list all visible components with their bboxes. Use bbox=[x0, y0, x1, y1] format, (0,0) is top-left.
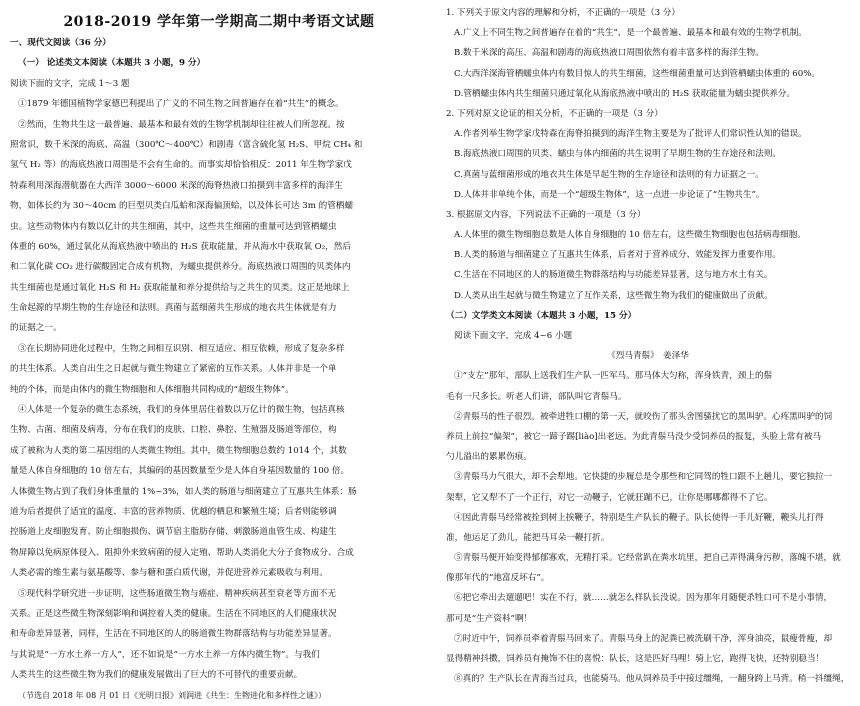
passage-line: 人类共生的这些微生物为我们的健康发展做出了巨大的不可替代的重要贡献。 bbox=[10, 670, 303, 681]
question-line: 那可是“生产资料”啊！ bbox=[446, 613, 533, 624]
question-line: ④因此青鬃马经常被拴到树上挨鞭子，特别是生产队长的鞭子。队长使得一手儿好鞭，鞭头儿打得 bbox=[454, 512, 824, 523]
subsection-heading: （一） 论述类文本阅读（本题共 3 小题，9 分） bbox=[18, 58, 206, 69]
instruction-text: 阅读下面的文字，完成 1～3 题 bbox=[10, 78, 130, 89]
passage-line: ④人体是一个复杂的微生态系统，我们的身体里居住着数以万亿计的微生物，包括真核 bbox=[18, 405, 345, 416]
passage-line: 的证据之一。 bbox=[10, 323, 62, 334]
source-citation: （节选自 2018 年 08 月 01 日《光明日报》刘润进《共生：生物进化和多样性之谜》） bbox=[18, 690, 326, 700]
questions-text bbox=[446, 3, 850, 689]
question-line: 3. 根据原文内容，下列说法不正确的一项是（3 分） bbox=[446, 209, 646, 220]
passage-line: 关系。正是这些微生物深刻影响和调控着人类的健康。生活在不同地区的人们健康状况 bbox=[10, 608, 337, 619]
question-line: ①“支左”那年，部队上送我们生产队一匹军马。那马体大匀称，浑身铁青，颈上的鬃 bbox=[454, 371, 773, 382]
question-line: 显得精神抖擞，饲养员有掩饰不住的喜悦：队长，这是匹好马哩！骑上它，跑得飞快，还特别稳当！ bbox=[446, 654, 825, 664]
passage-line: 和寿命差异显著，同样，生活在不同地区的人的肠道微生物群落结构与功能差异显著。 bbox=[10, 629, 337, 640]
passage-line: ②然而，生物共生这一最普遍、最基本和最有效的生物学机制却往往被人们所忽视。按 bbox=[18, 119, 345, 130]
question-line: C.真菌与蓝细菌形成的地衣共生体是早起生物的生存途径和法则的有力证据之一。 bbox=[454, 169, 764, 180]
question-line: 养员上前拉“偏架”，被它一蹄子踢[liào]出老远。为此青鬃马没少受饲养员的报复，头脸上常有被马 bbox=[446, 431, 822, 442]
passage-line: 虫。这些动物体内有数以亿计的共生细菌，其中，这些共生细菌的重量可达到管栖蠕虫 bbox=[10, 221, 337, 232]
section-heading: 一、现代文阅读（36 分） bbox=[10, 38, 111, 48]
question-line: ⑦时近中午，饲养员牵着青鬃马回来了。青鬃马身上的泥粪已被洗刷干净，浑身油亮，鼠瘦骨瘦，却 bbox=[454, 633, 833, 644]
question-line: D.人类从出生起就与微生物建立了互作关系，这些微生物为我们的健康做出了贡献。 bbox=[454, 290, 773, 301]
passage-line: ①1879 年德国植物学家德巴利提出了广义的不同生物之间普遍存在着“共生”的概念。 bbox=[18, 99, 344, 110]
question-line: A.作者列举生物学家戊特森在海脊拍摄到的海洋生物主要是为了批评人们常识性认知的错误。 bbox=[454, 129, 807, 140]
passage-text bbox=[10, 94, 428, 685]
question-line: （二）文学类文本阅读（本题共 3 小题，15 分） bbox=[446, 310, 637, 321]
passage-line: ③在长期协同进化过程中，生物之间相互识别、相互适应、相互依赖，形成了复杂多样 bbox=[18, 343, 345, 354]
left-column bbox=[10, 0, 428, 706]
question-line: D.人体并非单纯个体，而是一个“超级生物体”，这一点进一步论证了“生物共生”。 bbox=[454, 189, 765, 200]
question-line: B.数千米深的高压、高温和剧毒的海底热液口周围依然有着丰富多样的海洋生物。 bbox=[454, 48, 764, 59]
question-line: ③青鬃马力气很大，却不会犁地。它快捷的步履总是令那些和它同驾的牲口跟不上趟儿，要它独拉一 bbox=[454, 472, 833, 483]
passage-line: 共生细菌也是通过氧化 H₂S 和 H₂ 获取能量和养分提供给与之共生的贝类。这正是地球上 bbox=[10, 282, 350, 293]
question-line: C.大西洋深海管栖蠕虫体内有数目惊人的共生细菌，这些细菌重量可达到管栖蠕虫体重的 60%。 bbox=[454, 68, 820, 79]
passage-line: 生命起源的早期生物的生存途径和法则。真菌与蓝细菌共生形成的地衣共生体就是有力 bbox=[10, 303, 337, 314]
question-line: 阅读下面文字，完成 4~6 小题 bbox=[454, 331, 573, 341]
question-line: 勺儿溢出的累累伤痕。 bbox=[446, 452, 532, 463]
passage-line: 道为后者提供了适宜的温度、丰富的营养物质、优越的栖息和繁殖生境；后者则能够调 bbox=[10, 506, 337, 517]
passage-line: 与其说是“一方水土养一方人”，还不如说是“一方水土养一方体内微生物”。与我们 bbox=[10, 649, 320, 660]
question-line: 架犁，它又犁不了一个正行，对它一动鞭子，它就狂蹦不已，让你是哪哪都得不了它。 bbox=[446, 492, 773, 503]
passage-line: 物，如体长约为 30～40cm 的巨型贝类白瓜蛤和深海偏顶蛤，以及体长可达 3m 的管栖蠕 bbox=[10, 201, 353, 212]
question-line: B.人类的肠道与细菌建立了互惠共生体系，后者对于营养成分、效能发挥力重要作用。 bbox=[454, 250, 782, 261]
passage-line: 纯的个体，而是由体内的微生物细胞和人体细胞共同构成的“超级生物体”。 bbox=[10, 384, 294, 395]
question-line: 准，他运足了劲儿，能把马耳朵一鞭打折。 bbox=[446, 532, 610, 543]
passage-line: 控肠道上皮细胞发育、防止细胞损伤、调节宿主脂肪存储、刺激肠道血管生成、构建生 bbox=[10, 527, 337, 538]
question-line: ②青鬃马的性子很烈。被牵进牲口棚的第一天，就咬伤了那头舍图骚扰它的黑叫驴。心疼黑叫驴的饲 bbox=[454, 411, 833, 422]
passage-line: 体重的 60%，通过氧化从海底热液中喷出的 H₂S 获取能量，并从海水中获取氧 O₂，然后 bbox=[10, 241, 351, 252]
question-line: B.海底热液口周围的贝类、蠕虫与体内细菌的共生说明了早期生物的生存途径和法则。 bbox=[454, 149, 782, 160]
passage-line: 物屏障以免病原体侵入、阻抑外来致病菌的侵入定殖、帮助人类消化大分子食物成分、合成 bbox=[10, 547, 354, 558]
passage-line: 和二氧化碳 CO₂ 进行碳酸固定合成有机物，为蠕虫提供养分。海底热液口周围的贝类体内 bbox=[10, 262, 351, 273]
passage-line: 的共生体系。人类自出生之日起就与微生物建立了紧密的互作关系。人体并非是一个单 bbox=[10, 364, 337, 375]
passage-line: 人类必需的维生素与氨基酸等、参与糖和蛋白质代谢，并促进营养元素吸收与利用。 bbox=[10, 568, 328, 579]
passage-line: 生物、古菌、细菌及病毒，分布在我们的皮肤、口腔、鼻腔、生殖器及肠道等部位，构 bbox=[10, 425, 337, 436]
question-line: A.广义上不同生物之间普遍存在着的“共生”，是一个最普遍、最基本和最有效的生物学机制。 bbox=[454, 28, 807, 39]
passage-line: 特森利用深海潜航器在大西洋 3000～6000 米深的海脊热液口拍摄到丰富多样的海洋生 bbox=[10, 180, 343, 191]
question-line: 毛有一尺多长。听老人们讲，部队叫它青鬃马。 bbox=[446, 391, 627, 402]
passage-line: 量是人体自身细胞的 10 倍左右，其编码的基因数量至少是人体自身基因数量的 100 倍。 bbox=[10, 466, 350, 477]
question-line: 像那年代的“地富反坏右”。 bbox=[446, 573, 550, 584]
passage-line: ⑤现代科学研究进一步证明，这些肠道微生物与癌症、精神疾病甚至衰老等方面不无 bbox=[18, 588, 336, 599]
passage-line: 照常识，数千米深的海底、高温（300℃～400℃）和剧毒（富含硫化氢 H₂S、甲烷 CH₄ 和 bbox=[10, 139, 363, 150]
question-line: ⑤青鬃马便开始变得郁郁寡欢，无精打采。它经常趴在粪水坑里，把自己弄得满身污秽，落魄不堪，就 bbox=[454, 553, 841, 564]
question-line: A.人体里的微生物细胞总数是人体自身细胞的 10 倍左右，这些微生物细胞也包括病毒细胞。 bbox=[454, 230, 806, 241]
page-title: 2018-2019 学年第一学期高二期中考语文试题 bbox=[63, 14, 375, 30]
question-line: D.管栖蠕虫体内共生细菌只通过氧化从海底热液中喷出的 H₂S 获取能量为蠕虫提供养分。 bbox=[454, 88, 795, 99]
passage-line: 氢气 H₂ 等）的海底热液口周围是不会有生命的。而事实却恰恰相反：2011 年生物学家戊 bbox=[10, 160, 352, 171]
question-line: ⑧真的？生产队长在青海当过兵，也能骑马。他从饲养员手中接过缰绳，一翻身跨上马背。稍一抖缰绳， bbox=[454, 674, 850, 685]
passage-line: 成了被称为人类的第二基因组的人类微生物组。其中，微生物细胞总数约 1014 个，其数 bbox=[10, 445, 347, 456]
passage-line: 人体微生物占到了我们身体重量的 1%~3%，如人类的肠道与细菌建立了互惠共生体系：肠 bbox=[10, 486, 357, 497]
right-column bbox=[446, 3, 850, 689]
question-line: 2. 下列对原文论证的相关分析，不正确的一项是（3 分） bbox=[446, 108, 663, 119]
question-line: 《烈马青鬃》 姜泽华 bbox=[607, 351, 689, 362]
question-line: C.生活在不同地区的人的肠道微生物群落结构与功能差异显著，这与地方水土有关。 bbox=[454, 270, 773, 281]
question-line: ⑥把它牵出去遛遛吧！实在不行，就……就怎么样队长没说。因为那年月随便杀牲口可不是小事情， bbox=[454, 593, 833, 604]
question-line: 1. 下列关于原文内容的理解和分析，不正确的一项是（3 分） bbox=[446, 8, 680, 18]
